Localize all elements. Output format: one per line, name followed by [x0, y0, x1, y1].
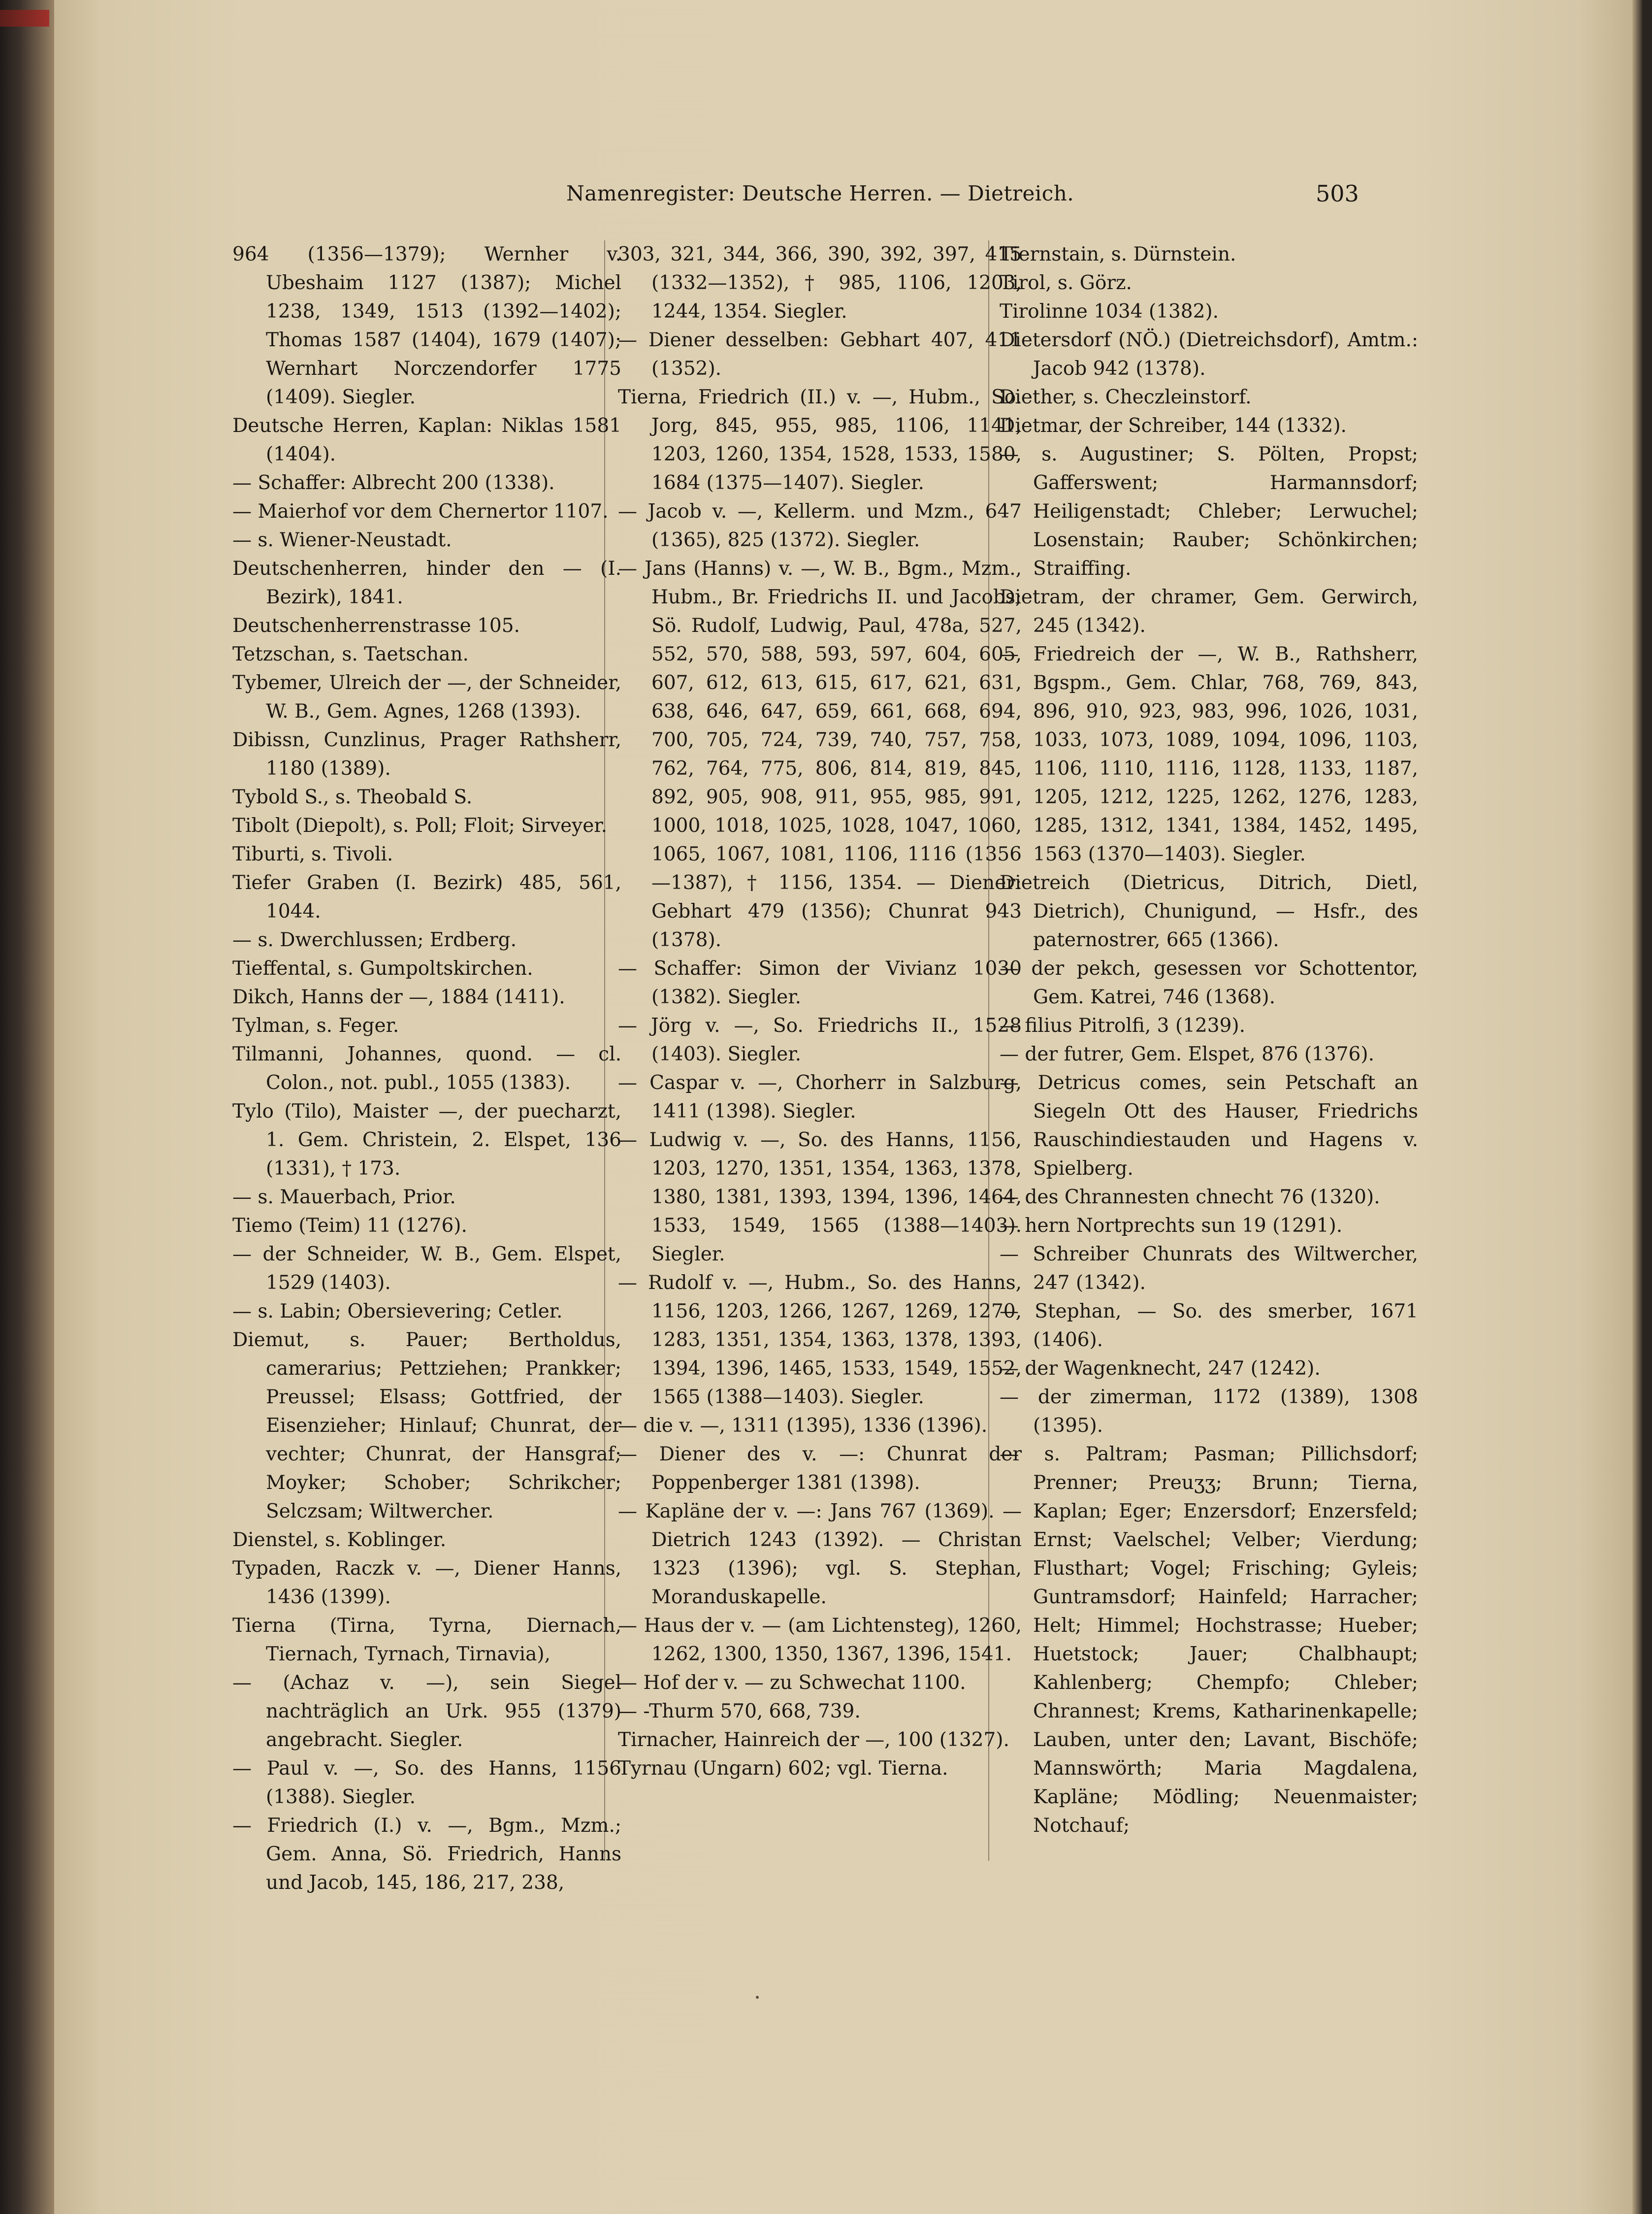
- index-entry: — Hof der v. — zu Schwechat 1100.: [618, 1672, 966, 1694]
- index-entry: — die v. —, 1311 (1395), 1336 (1396).: [618, 1415, 988, 1437]
- index-entry: Dietmar, der Schreiber, 144 (1332).: [1000, 415, 1347, 437]
- index-column-1: [232, 240, 621, 1897]
- index-entry: — -Thurm 570, 668, 739.: [618, 1700, 861, 1722]
- index-entry: Tylman, s. Feger.: [232, 1015, 399, 1037]
- index-entry: Tylo (Tilo), Maister —, der puecharzt, 1. Gem. Christein, 2. Elspet, 136 (1331), † 173.: [232, 1100, 621, 1180]
- index-column-2: [618, 240, 1022, 1783]
- index-entry: — s. Labin; Obersievering; Cetler.: [232, 1300, 563, 1322]
- index-entry: — Schaffer: Albrecht 200 (1338).: [232, 472, 555, 494]
- index-entry: — s. Augustiner; S. Pölten, Propst; Gafferswent; Harmannsdorf; Heiligenstadt; Chleber; Lerwuchel; Losenstain; Rauber; Schönkirchen; Straiffing.: [1000, 443, 1418, 580]
- index-entry: — Paul v. —, So. des Hanns, 1156 (1388). Siegler.: [232, 1757, 621, 1808]
- book-page: [54, 0, 1642, 2214]
- index-entry: Diemut, s. Pauer; Bertholdus, camerarius; Pettziehen; Prankker; Preussel; Elsass; Gottfried, der Eisenzieher; Hinlauf; Chunrat, der vechter; Chunrat, der Hansgraf; Moyker; Schober; Schrikcher; Selczsam; Wiltwercher.: [232, 1329, 621, 1522]
- index-entry: — der Schneider, W. B., Gem. Elspet, 1529 (1403).: [232, 1243, 621, 1294]
- index-entry: — s. Wiener-Neustadt.: [232, 529, 452, 551]
- index-entry: Tilmanni, Johannes, quond. — cl. Colon., not. publ., 1055 (1383).: [232, 1043, 621, 1094]
- index-entry: — Maierhof vor dem Chernertor 1107.: [232, 500, 609, 523]
- index-entry: Tiemo (Teim) 11 (1276).: [232, 1215, 467, 1237]
- index-entry: — s. Mauerbach, Prior.: [232, 1186, 456, 1208]
- index-entry: — Friedreich der —, W. B., Rathsherr, Bgspm., Gem. Chlar, 768, 769, 843, 896, 910, 923, 983, 996, 1026, 1031, 1033, 1073, 1089, 1094, 1096, 1103, 1106, 1110, 1116, 1128, 1133, 1187, 1205, 1212, 1225, 1262, 1276, 1283, 1285, 1312, 1341, 1384, 1452, 1495, 1563 (1370—1403). Siegler.: [1000, 643, 1418, 865]
- page-right-edge: [1632, 0, 1642, 2214]
- index-entry: — Jans (Hanns) v. —, W. B., Bgm., Mzm., Hubm., Br. Friedrichs II. und Jacobs; Sö. Rudolf, Ludwig, Paul, 478a, 527, 552, 570, 588, 593, 597, 604, 605, 607, 612, 613, 615, 617, 621, 631, 638, 646, 647, 659, 661, 668, 694, 700, 705, 724, 739, 740, 757, 758, 762, 764, 775, 806, 814, 819, 845, 892, 905, 908, 911, 955, 985, 991, 1000, 1018, 1025, 1028, 1047, 1060, 1065, 1067, 1081, 1106, 1116 (1356—1387), † 1156, 1354. — Diener: Gebhart 479 (1356); Chunrat 943 (1378).: [618, 558, 1022, 951]
- running-head: Namenregister: Deutsche Herren. — Dietreich.: [566, 181, 1074, 205]
- index-entry: Tirnacher, Hainreich der —, 100 (1327).: [618, 1729, 1009, 1751]
- index-entry: — Stephan, — So. des smerber, 1671 (1406).: [1000, 1300, 1418, 1351]
- index-entry: — des Chrannesten chnecht 76 (1320).: [1000, 1186, 1380, 1208]
- index-entry: Tirol, s. Görz.: [1000, 272, 1132, 294]
- index-entry: Deutschenherren, hinder den — (I. Bezirk), 1841.: [232, 558, 621, 608]
- index-entry: — Friedrich (I.) v. —, Bgm., Mzm.; Gem. Anna, Sö. Friedrich, Hanns und Jacob, 145, 186, 217, 238,: [232, 1815, 621, 1894]
- index-entry: — Haus der v. — (am Lichtensteg), 1260, 1262, 1300, 1350, 1367, 1396, 1541.: [618, 1615, 1022, 1665]
- index-entry: Dietersdorf (NÖ.) (Dietreichsdorf), Amtm.: Jacob 942 (1378).: [1000, 329, 1418, 380]
- index-entry: — Jörg v. —, So. Friedrichs II., 1528 (1403). Siegler.: [618, 1015, 1022, 1065]
- index-entry: — hern Nortprechts sun 19 (1291).: [1000, 1215, 1343, 1237]
- index-entry: Typaden, Raczk v. —, Diener Hanns, 1436 (1399).: [232, 1557, 621, 1608]
- index-entry: — Diener des v. —: Chunrat der Poppenberger 1381 (1398).: [618, 1443, 1022, 1494]
- index-entry: — Schaffer: Simon der Vivianz 1030 (1382). Siegler.: [618, 958, 1022, 1008]
- index-entry: Tibolt (Diepolt), s. Poll; Floit; Sirveyer.: [232, 815, 608, 837]
- index-entry: Deutsche Herren, Kaplan: Niklas 1581 (1404).: [232, 415, 621, 465]
- index-entry: — Diener desselben: Gebhart 407, 411 (1352).: [618, 329, 1022, 380]
- index-entry: Dienstel, s. Koblinger.: [232, 1529, 447, 1551]
- index-entry: — Rudolf v. —, Hubm., So. des Hanns, 1156, 1203, 1266, 1267, 1269, 1270, 1283, 1351, 1354, 1363, 1378, 1393, 1394, 1396, 1465, 1533, 1549, 1552, 1565 (1388—1403). Siegler.: [618, 1272, 1022, 1408]
- index-entry: 964 (1356—1379); Wernher v. Ubeshaim 1127 (1387); Michel 1238, 1349, 1513 (1392—1402); Thomas 1587 (1404), 1679 (1407); Wernhart Norczendorfer 1775 (1409). Siegler.: [232, 243, 621, 408]
- index-entry: — Detricus comes, sein Petschaft an Siegeln Ott des Hauser, Friedrichs Rauschindiestauden und Hagens v. Spielberg.: [1000, 1072, 1418, 1180]
- index-entry: Tyrnau (Ungarn) 602; vgl. Tierna.: [618, 1757, 948, 1780]
- index-entry: Dibissn, Cunzlinus, Prager Rathsherr, 1180 (1389).: [232, 729, 621, 780]
- index-entry: — Kapläne der v. —: Jans 767 (1369). — Dietrich 1243 (1392). — Christan 1323 (1396); vgl. S. Stephan, Moranduskapelle.: [618, 1500, 1022, 1608]
- index-column-3: [1000, 240, 1418, 1840]
- index-entry: Tierna, Friedrich (II.) v. —, Hubm., So. Jorg, 845, 955, 985, 1106, 1141, 1203, 1260, 1354, 1528, 1533, 1580, 1684 (1375—1407). Siegler.: [618, 386, 1022, 494]
- index-entry: — s. Dwerchlussen; Erdberg.: [232, 929, 517, 951]
- index-entry: 303, 321, 344, 366, 390, 392, 397, 415 (1332—1352), † 985, 1106, 1203, 1244, 1354. Siegler.: [618, 243, 1022, 323]
- index-entry: — der zimerman, 1172 (1389), 1308 (1395).: [1000, 1386, 1418, 1437]
- index-entry: Deutschenherrenstrasse 105.: [232, 615, 520, 637]
- book-spine: [0, 0, 54, 2214]
- index-entry: — der futrer, Gem. Elspet, 876 (1376).: [1000, 1043, 1374, 1065]
- index-entry: Tierna (Tirna, Tyrna, Diernach, Tiernach, Tyrnach, Tirnavia),: [232, 1615, 621, 1665]
- index-entry: Tieffental, s. Gumpoltskirchen.: [232, 958, 533, 980]
- index-entry: Tybemer, Ulreich der —, der Schneider, W. B., Gem. Agnes, 1268 (1393).: [232, 672, 621, 723]
- index-entry: Diether, s. Checzleinstorf.: [1000, 386, 1252, 408]
- index-entry: — der Wagenknecht, 247 (1242).: [1000, 1357, 1321, 1380]
- spine-red-marker: [0, 10, 49, 27]
- page-number: 503: [1316, 180, 1359, 207]
- index-entry: — Caspar v. —, Chorherr in Salzburg, 1411 (1398). Siegler.: [618, 1072, 1022, 1123]
- index-entry: — filius Pitrolfi, 3 (1239).: [1000, 1015, 1245, 1037]
- index-entry: Tiburti, s. Tivoli.: [232, 843, 393, 865]
- index-entry: Tiefer Graben (I. Bezirk) 485, 561, 1044.: [232, 872, 621, 923]
- index-entry: Dietram, der chramer, Gem. Gerwirch, 245 (1342).: [1000, 586, 1418, 637]
- index-entry: Tybold S., s. Theobald S.: [232, 786, 473, 808]
- page-speck: [756, 1996, 759, 1999]
- index-entry: Dikch, Hanns der —, 1884 (1411).: [232, 986, 565, 1008]
- index-entry: — Jacob v. —, Kellerm. und Mzm., 647 (1365), 825 (1372). Siegler.: [618, 500, 1022, 551]
- index-entry: — s. Paltram; Pasman; Pillichsdorf; Prenner; Preuʒʒ; Brunn; Tierna, Kaplan; Eger; Enzersdorf; Enzersfeld; Ernst; Vaelschel; Velber; Vierdung; Flusthart; Vogel; Frisching; Gyleis; Guntramsdorf; Hainfeld; Harracher; Helt; Himmel; Hochstrasse; Hueber; Huetstock; Jauer; Chalbhaupt; Kahlenberg; Chempfo; Chleber; Chrannest; Krems, Katharinenkapelle; Lauben, unter den; Lavant, Bischöfe; Mannswörth; Maria Magdalena, Kapläne; Mödling; Neuenmaister; Notchauf;: [1000, 1443, 1418, 1837]
- index-entry: Tiernstain, s. Dürnstein.: [1000, 243, 1236, 265]
- index-entry: Tirolinne 1034 (1382).: [1000, 300, 1219, 323]
- index-entry: Tetzschan, s. Taetschan.: [232, 643, 469, 665]
- index-entry: — (Achaz v. —), sein Siegel nachträglich an Urk. 955 (1379) angebracht. Siegler.: [232, 1672, 621, 1751]
- index-entry: — der pekch, gesessen vor Schottentor, Gem. Katrei, 746 (1368).: [1000, 958, 1418, 1008]
- index-entry: Dietreich (Dietricus, Ditrich, Dietl, Dietrich), Chunigund, — Hsfr., des paternostrer, 665 (1366).: [1000, 872, 1418, 951]
- index-entry: — Schreiber Chunrats des Wiltwercher, 247 (1342).: [1000, 1243, 1418, 1294]
- index-entry: — Ludwig v. —, So. des Hanns, 1156, 1203, 1270, 1351, 1354, 1363, 1378, 1380, 1381, 1393, 1394, 1396, 1464, 1533, 1549, 1565 (1388—1403). Siegler.: [618, 1129, 1022, 1265]
